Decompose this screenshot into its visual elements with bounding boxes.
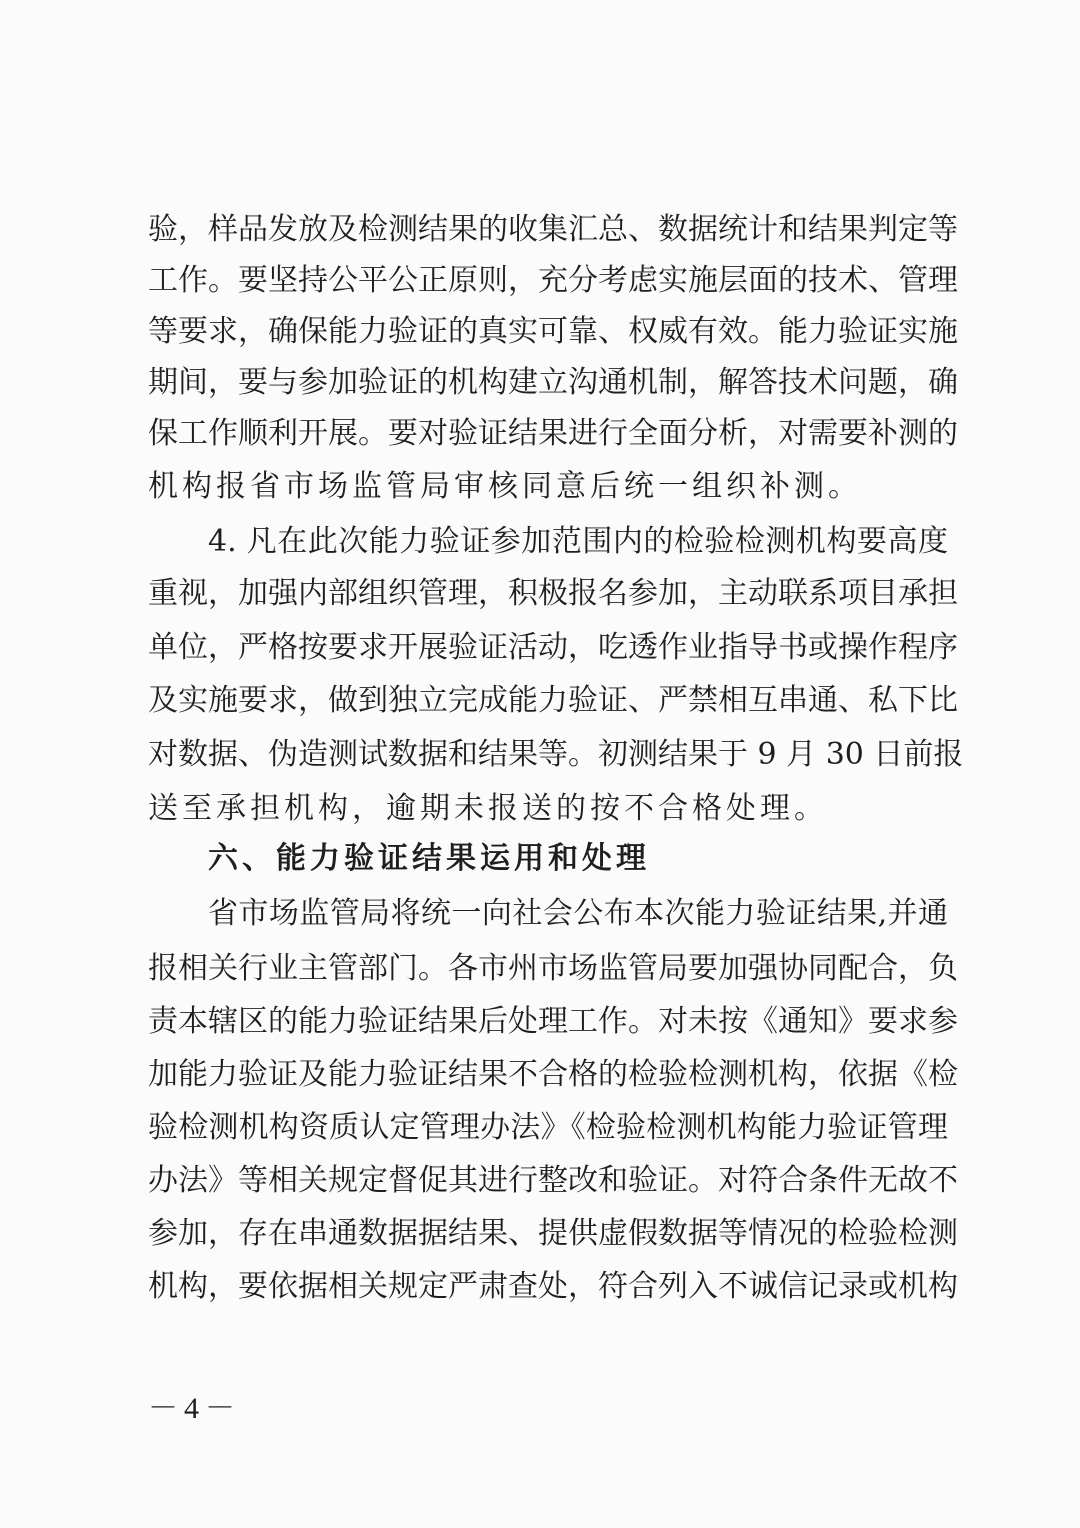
paragraph-line: 4. 凡在此次能力验证参加范围内的检验检测机构要高度 [208, 524, 948, 559]
paragraph-line: 报相关行业主管部门。各市州市场监管局要加强协同配合，负 [148, 951, 958, 986]
paragraph-line: 机构，要依据相关规定严肃查处，符合列入不诚信记录或机构 [148, 1269, 958, 1304]
paragraph-line: 责本辖区的能力验证结果后处理工作。对未按《通知》要求参 [148, 1004, 958, 1039]
paragraph-line: 送至承担机构，逾期未报送的按不合格处理。 [148, 791, 828, 826]
paragraph-line: 参加，存在串通数据据结果、提供虚假数据等情况的检验检测 [148, 1216, 958, 1251]
paragraph-line: 单位，严格按要求开展验证活动，吃透作业指导书或操作程序 [148, 630, 958, 665]
paragraph-line: 重视，加强内部组织管理，积极报名参加，主动联系项目承担 [148, 576, 958, 611]
paragraph-line: 及实施要求，做到独立完成能力验证、严禁相互串通、私下比 [148, 683, 958, 718]
paragraph-line: 等要求，确保能力验证的真实可靠、权威有效。能力验证实施 [148, 314, 958, 349]
paragraph-line: 对数据、伪造测试数据和结果等。初测结果于 9 月 30 日前报 [148, 737, 964, 772]
paragraph-line: 保工作顺利开展。要对验证结果进行全面分析，对需要补测的 [148, 416, 958, 451]
paragraph-line: 验，样品发放及检测结果的收集汇总、数据统计和结果判定等 [148, 212, 958, 247]
page-number: －4－ [148, 1392, 241, 1425]
paragraph-line: 期间，要与参加验证的机构建立沟通机制，解答技术问题，确 [148, 365, 958, 400]
paragraph-line: 办法》等相关规定督促其进行整改和验证。对符合条件无故不 [148, 1163, 958, 1198]
paragraph-line: 机构报省市场监管局审核同意后统一组织补测。 [148, 469, 862, 504]
paragraph-line: 省市场监管局将统一向社会公布本次能力验证结果,并通 [208, 896, 948, 931]
paragraph-line: 工作。要坚持公平公正原则，充分考虑实施层面的技术、管理 [148, 263, 958, 298]
section-heading: 六、能力验证结果运用和处理 [208, 841, 650, 876]
paragraph-line: 加能力验证及能力验证结果不合格的检验检测机构，依据《检 [148, 1057, 958, 1092]
paragraph-line: 验检测机构资质认定管理办法》《检验检测机构能力验证管理 [148, 1110, 948, 1145]
